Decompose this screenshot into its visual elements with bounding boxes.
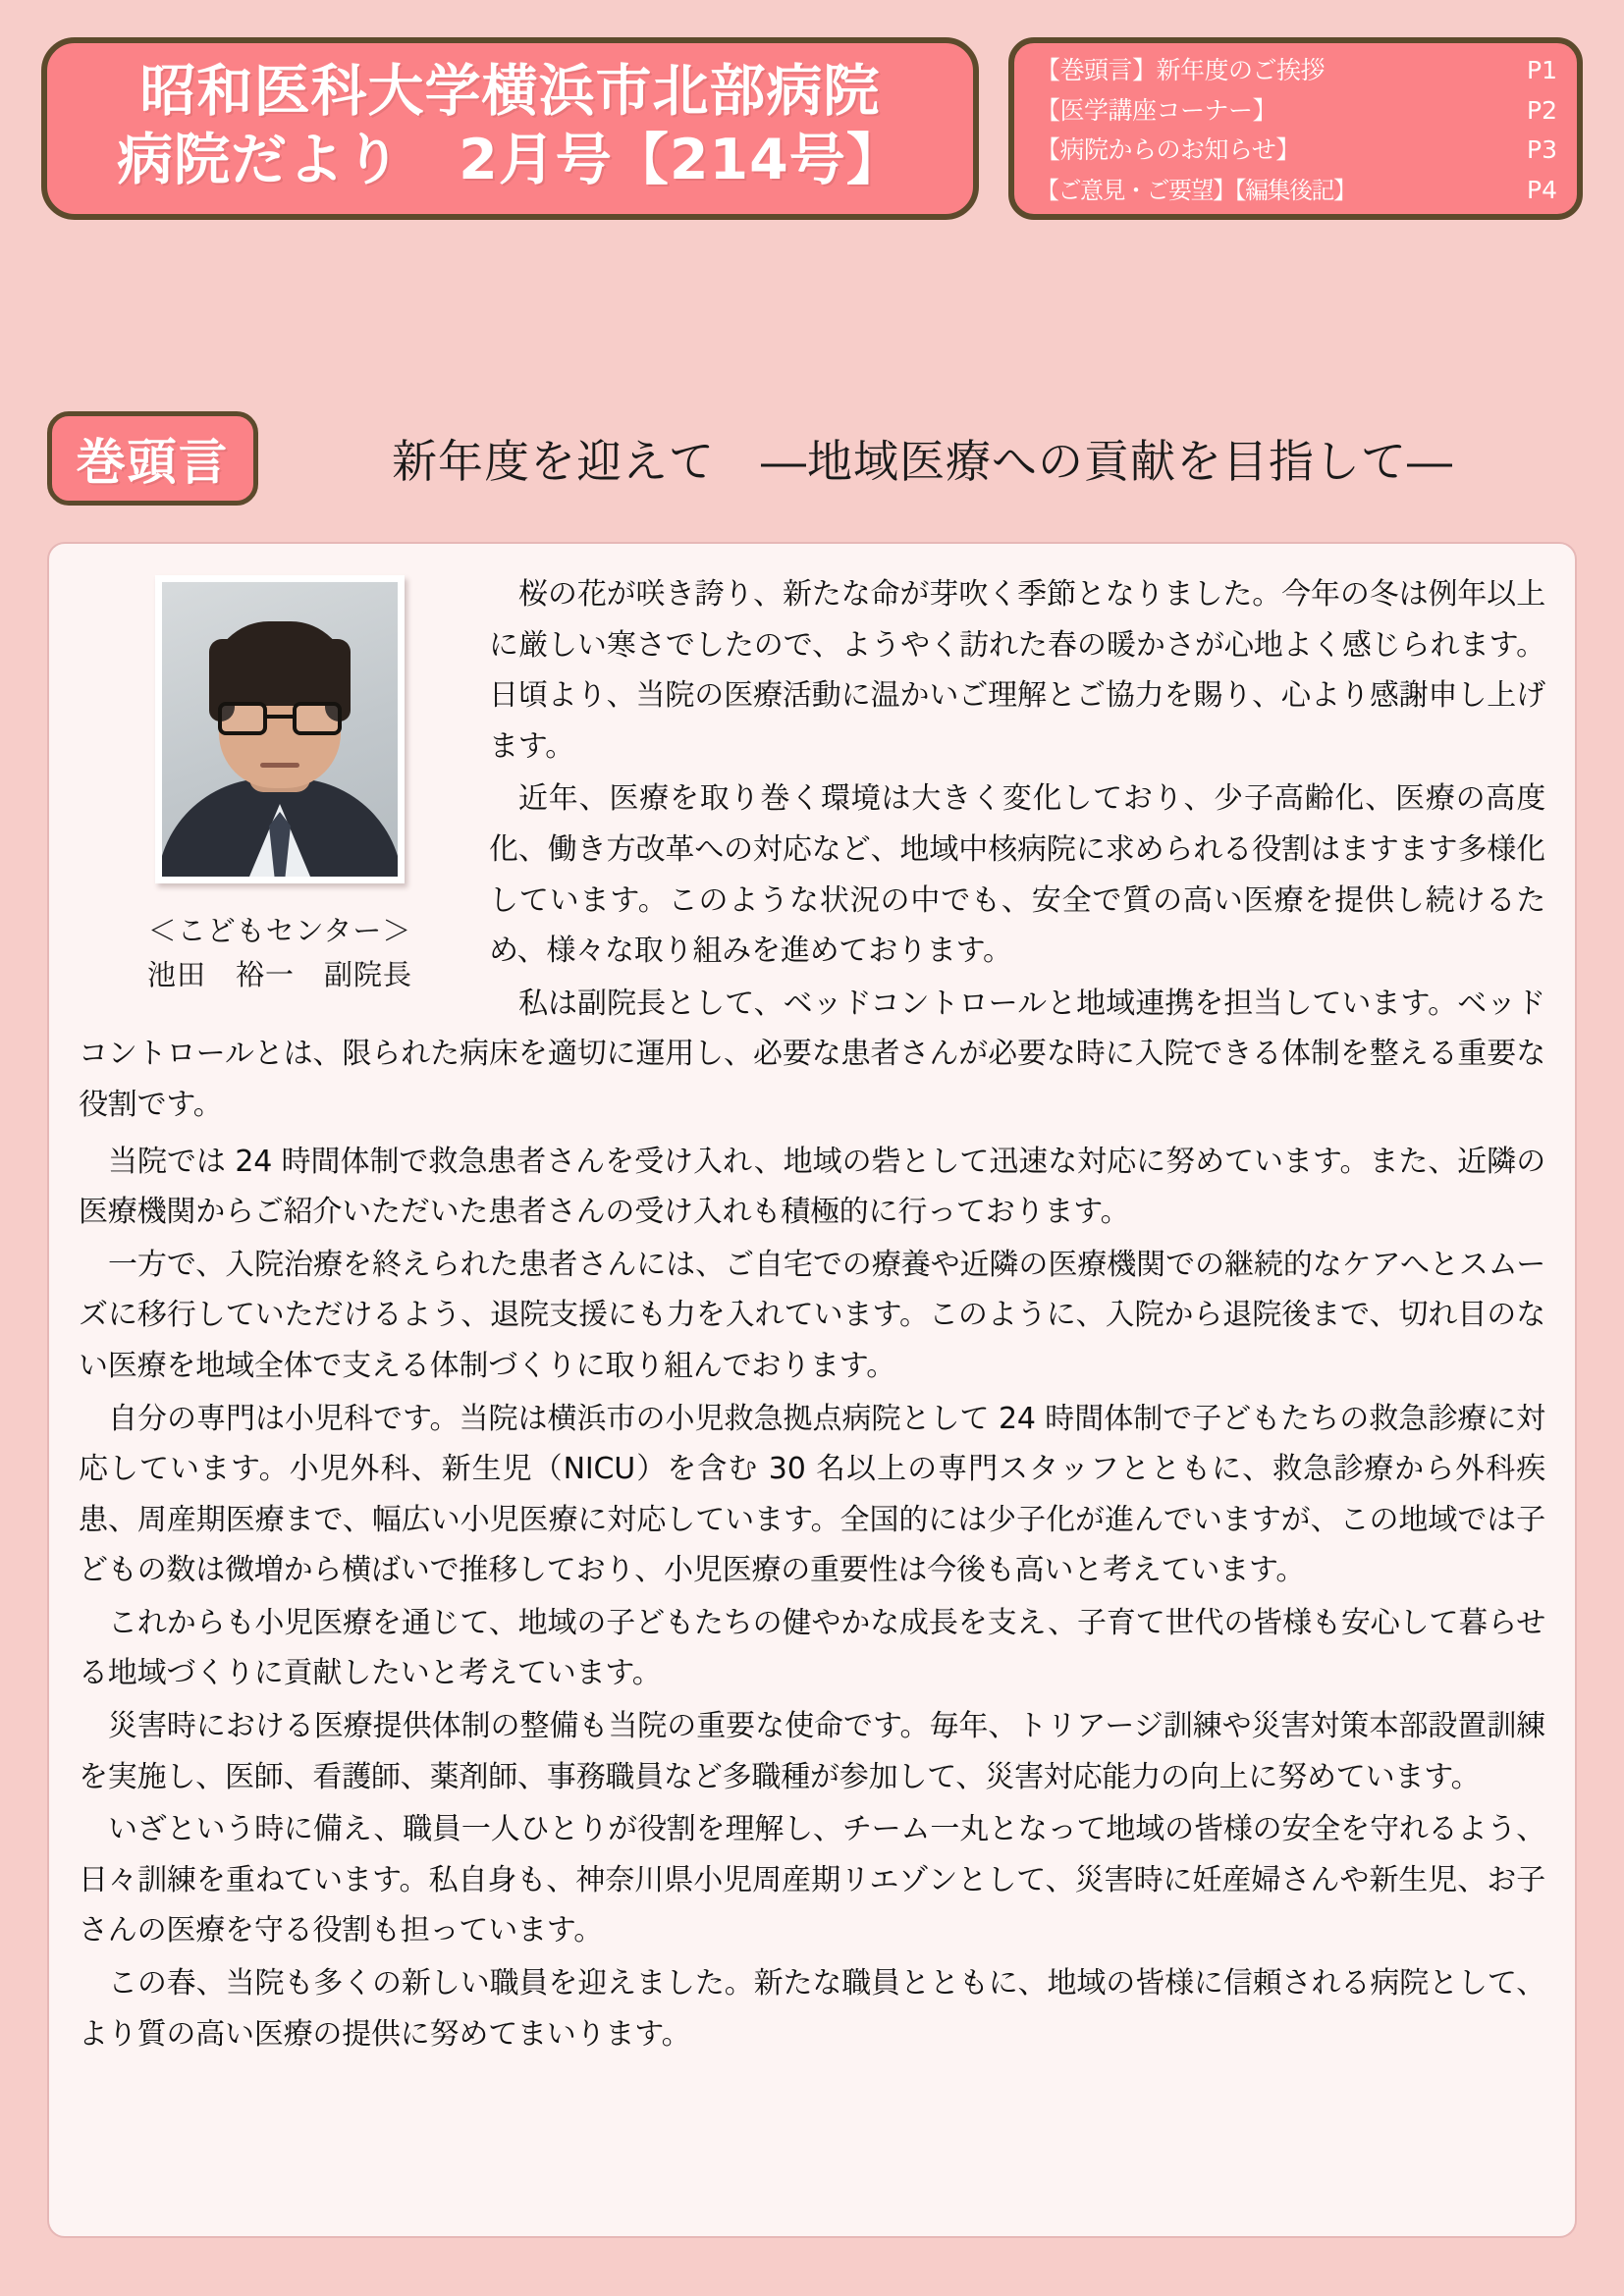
body-paragraphs — [79, 1133, 1545, 2060]
glasses-lens-right — [293, 702, 342, 735]
header — [41, 37, 1583, 222]
photo-caption-department: ＜こどもセンター＞ — [147, 914, 412, 947]
article-card — [47, 542, 1577, 2238]
toc-item-page: P3 — [1527, 135, 1557, 164]
section-heading — [47, 404, 1577, 512]
masthead-title-badge — [41, 37, 979, 220]
toc-item-page: P4 — [1527, 175, 1557, 204]
paragraph: 災害時における医療提供体制の整備も当院の重要な使命です。毎年、トリアージ訓練や災害対策本部設置訓練を実施し、医師、看護師、薬剤師、事務職員など多職種が参加して、災害対応能力の向上に努めています。 — [79, 1709, 1545, 1794]
portrait-mouth — [260, 763, 299, 768]
paragraph: 当院では 24 時間体制で救急患者さんを受け入れ、地域の砦として迅速な対応に努めています。また、近隣の医療機関からご紹介いただいた患者さんの受け入れも積極的に行っております。 — [79, 1144, 1545, 1230]
portrait-frame — [155, 575, 405, 883]
paragraph: 自分の専門は小児科です。当院は横浜市の小児救急拠点病院として 24 時間体制で子どもたちの救急診療に対応しています。小児外科、新生児（NICU）を含む 30 名以上の専門スタッフとともに、救急診療から外科疾患、周産期医療まで、幅広い小児医療に対応しています。全国的には少子化が進んでいますが、この地域では子どもの数は微増から横ばいで推移しており、小児医療の重要性は今後も高いと考えています。 — [79, 1401, 1545, 1588]
photo-column — [88, 575, 471, 997]
paragraph: 桜の花が咲き誇り、新たな命が芽吹く季節となりました。今年の冬は例年以上に厳しい寒さでしたので、ようやく訪れた春の暖かさが心地よく感じられます。日頃より、当院の医療活動に温かいご理解とご協力を賜り、心より感謝申し上げます。 — [489, 577, 1545, 764]
photo-caption-name: 池田 裕一 副院長 — [146, 957, 412, 991]
glasses-bridge — [267, 715, 293, 719]
section-title: 新年度を迎えて ―地域医療への貢献を目指して― — [392, 435, 1453, 488]
toc-item[interactable] — [1036, 131, 1557, 171]
section-chip-kantogen — [47, 411, 258, 506]
toc-item-page: P1 — [1527, 56, 1557, 84]
toc-item[interactable] — [1036, 51, 1557, 91]
toc-item[interactable] — [1036, 91, 1557, 132]
paragraph: 私は副院長として、ベッドコントロールと地域連携を担当しています。ベッドコントロールとは、限られた病床を適切に運用し、必要な患者さんが必要な時に入院できる体制を整える重要な役割です。 — [79, 986, 1545, 1122]
paragraph: この春、当院も多くの新しい職員を迎えました。新たな職員とともに、地域の皆様に信頼される病院として、より質の高い医療の提供に努めてまいります。 — [79, 1966, 1545, 2052]
intro-block — [79, 569, 1545, 1133]
toc-item-page: P2 — [1527, 95, 1557, 125]
paragraph: 一方で、入院治療を終えられた患者さんには、ご自宅での療養や近隣の医療機関での継続的なケアへとスムーズに移行していただけるよう、退院支援にも力を入れています。このように、入院から退院後まで、切れ目のない医療を地域全体で支える体制づくりに取り組んでおります。 — [79, 1247, 1545, 1383]
paragraph: 近年、医療を取り巻く環境は大きく変化しており、少子高齢化、医療の高度化、働き方改革への対応など、地域中核病院に求められる役割はますます多様化しています。このような状況の中でも、安全で質の高い医療を提供し続けるため、様々な取り組みを進めております。 — [489, 781, 1545, 969]
toc-item[interactable] — [1036, 171, 1557, 211]
portrait-photo — [162, 582, 398, 877]
toc-item-label: 【病院からのお知らせ】 — [1036, 135, 1300, 164]
toc-item-label: 【巻頭言】新年度のご挨拶 — [1036, 56, 1326, 84]
section-chip-label: 巻頭言 — [76, 434, 230, 491]
table-of-contents — [1008, 37, 1583, 220]
glasses-icon — [218, 702, 342, 735]
masthead-title-line-2: 病院だより 2月号【214号】 — [117, 128, 903, 192]
toc-item-label: 【ご意見・ご要望】【編集後記】 — [1036, 176, 1356, 204]
glasses-lens-left — [218, 702, 267, 735]
photo-caption — [88, 909, 471, 997]
paragraph: これからも小児医療を通じて、地域の子どもたちの健やかな成長を支え、子育て世代の皆様も安心して暮らせる地域づくりに貢献したいと考えています。 — [79, 1605, 1545, 1691]
toc-item-label: 【医学講座コーナー】 — [1036, 95, 1277, 125]
masthead-title-line-1: 昭和医科大学横浜市北部病院 — [139, 59, 881, 125]
paragraph: いざという時に備え、職員一人ひとりが役割を理解し、チーム一丸となって地域の皆様の安全を守れるよう、日々訓練を重ねています。私自身も、神奈川県小児周産期リエゾンとして、災害時に妊産婦さんや新生児、お子さんの医療を守る役割も担っています。 — [79, 1812, 1545, 1949]
